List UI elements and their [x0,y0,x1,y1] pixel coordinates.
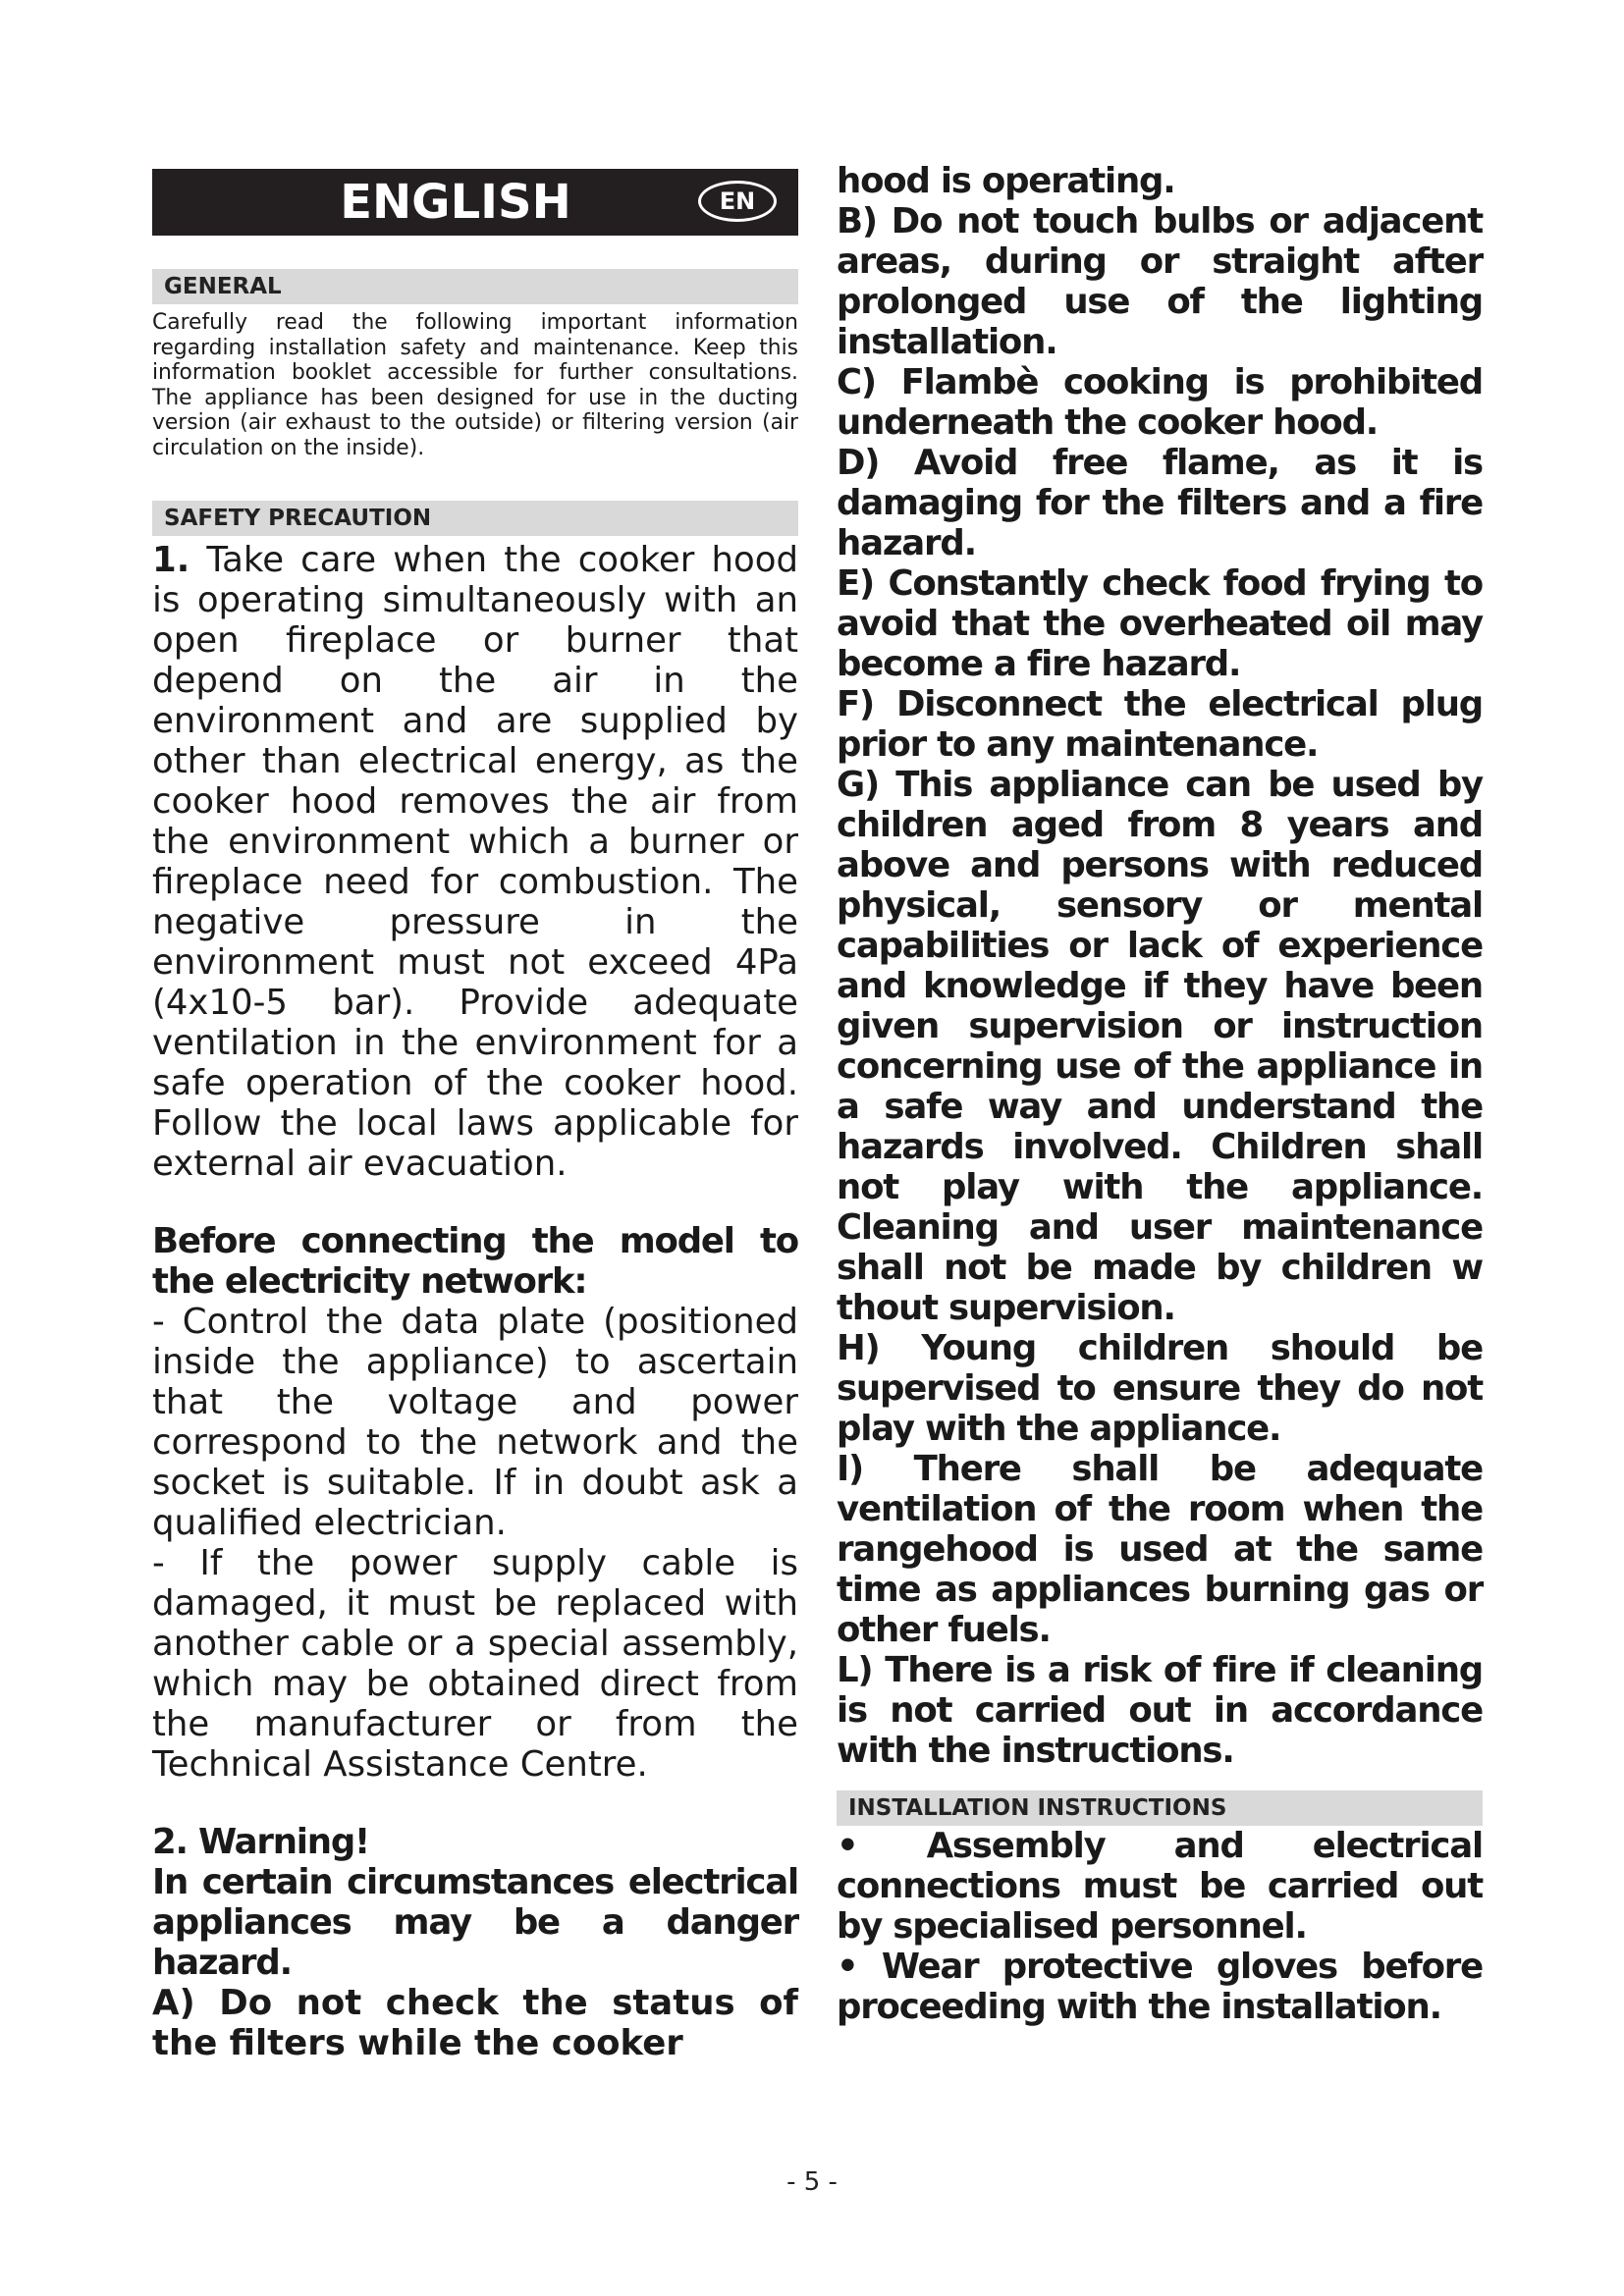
item-a-start: A) Do not check the status of the filters while the cooker [152,1982,798,2063]
item-b: B) Do not touch bulbs or adjacent areas, during or straight after prolonged use of the lighting installation. [837,201,1483,362]
item-c: C) Flambè cooking is prohibited underneath the cooker hood. [837,362,1483,443]
safety-item-1 [152,540,798,1184]
warning-heading: 2. Warning! [152,1821,370,1862]
right-column [837,161,1483,2027]
installation-bullet-1: • Assembly and electrical connections must be carried out by specialised personnel. [837,1826,1483,1947]
item-l: L) There is a risk of fire if cleaning is not carried out in accordance with the instructions. [837,1650,1483,1771]
item-i: I) There shall be adequate ventilation of the room when the rangehood is used at the same time as appliances burning gas or other fuels. [837,1449,1483,1650]
item-g: G) This appliance can be used by children aged from 8 years and above and persons with reduced physical, sensory or mental capabilities or lack of experience and knowledge if they have been given supervision or instruction concerning use of the appliance in a safe way and understand the hazards involved. Children shall not play with the appliance. Cleaning and user maintenance shall not be made by children w thout supervision. [837,765,1483,1328]
language-badge-icon: EN [698,181,777,222]
installation-heading: INSTALLATION INSTRUCTIONS [837,1790,1483,1826]
installation-bullet-2: • Wear protective gloves before proceeding with the installation. [837,1947,1483,2027]
connect-paragraph-2: - If the power supply cable is damaged, it must be replaced with another cable or a special assembly, which may be obtained direct from the manufacturer or from the Technical Assistance Centre. [152,1542,798,1785]
page-number: - 5 - [786,2167,838,2197]
item-1-text: Take care when the cooker hood is operating simultaneously with an open fireplace or burner that depend on the air in the environment and are supplied by other than electrical energy, as the cooker hood removes the air from the environment which a burner or fireplace need for combustion. The negative pressure in the environment must not exceed 4Pa (4x10-5 bar). Provide adequate ventilation in the environment for a safe operation of the cooker hood. Follow the local laws applicable for external air evacuation. [152,539,798,1184]
safety-heading: SAFETY PRECAUTION [152,501,798,536]
language-banner [152,169,798,236]
item-1-number: 1. [152,539,190,580]
connect-heading: Before connecting the model to the electricity network: [152,1220,798,1302]
item-h: H) Young children should be supervised to ensure they do not play with the appliance. [837,1328,1483,1449]
item-a-end: hood is operating. [837,161,1175,201]
connect-paragraph-1: - Control the data plate (positioned inside the appliance) to ascertain that the voltage and power correspond to the network and the socket is suitable. If in doubt ask a qualified electrician. [152,1301,798,1543]
warning-subheading: In certain circumstances electrical appliances may be a danger hazard. [152,1861,798,1983]
item-f: F) Disconnect the electrical plug prior to any maintenance. [837,684,1483,765]
item-e: E) Constantly check food frying to avoid that the overheated oil may become a fire hazard. [837,563,1483,684]
item-d: D) Avoid free flame, as it is damaging for the filters and a fire hazard. [837,443,1483,563]
general-body: Carefully read the following important information regarding installation safety and maintenance. Keep this information booklet accessible for further consultations. The appliance has been designed for use in the ducting version (air exhaust to the outside) or filtering version (air circulation on the inside). [152,310,798,460]
general-heading: GENERAL [152,269,798,304]
left-column [152,169,798,2063]
language-title: ENGLISH [340,175,571,230]
